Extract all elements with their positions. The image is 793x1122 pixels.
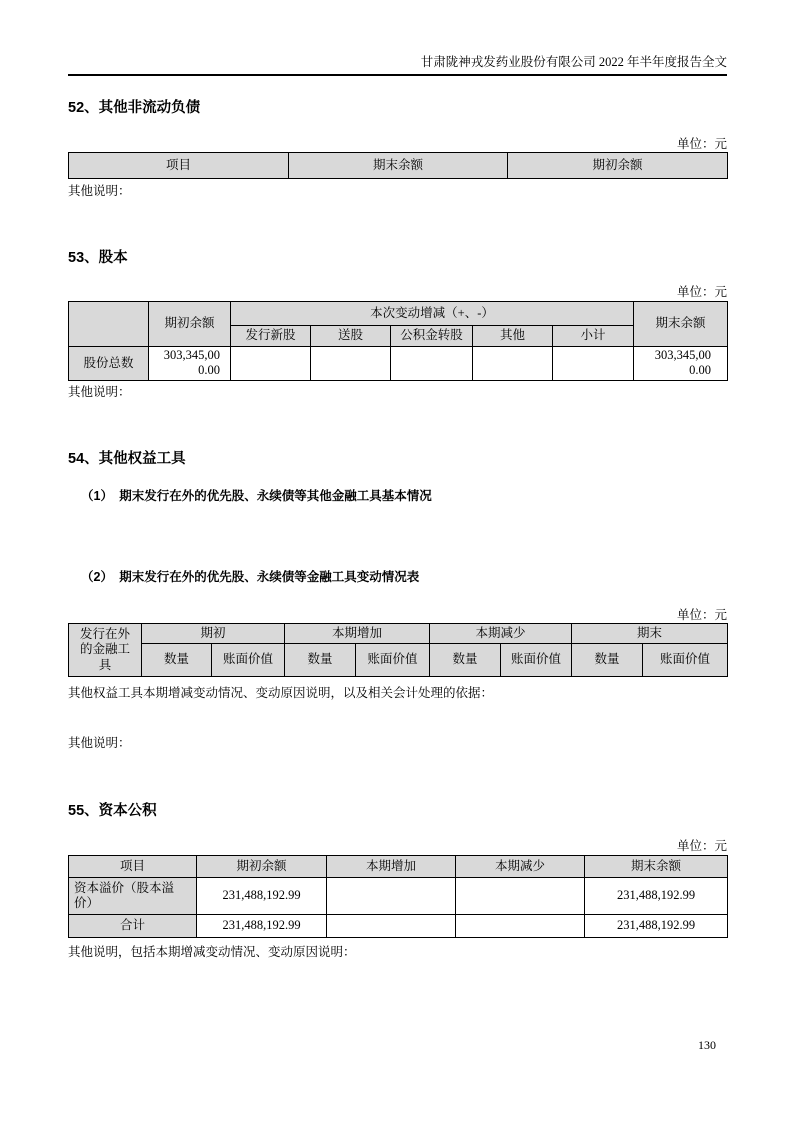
unit-label-54: 单位：元 bbox=[676, 608, 727, 622]
page-number: 130 bbox=[698, 1038, 716, 1052]
unit-label-55: 单位：元 bbox=[676, 839, 727, 853]
group-header-change: 本次变动增减（+、-） bbox=[231, 302, 634, 326]
col-header-decrease: 本期减少 bbox=[456, 856, 585, 878]
table-row bbox=[69, 915, 728, 938]
col-header-carrying-value: 账面价值 bbox=[356, 644, 430, 677]
cell-beginning-value: 231,488,192.99 bbox=[197, 915, 327, 938]
col-header-quantity: 数量 bbox=[285, 644, 356, 677]
row-label-total-shares: 股份总数 bbox=[69, 347, 149, 381]
col-header-new-shares: 发行新股 bbox=[231, 326, 311, 347]
empty-cell bbox=[456, 878, 585, 915]
section-54-sub2: （2） 期末发行在外的优先股、永续债等金融工具变动情况表 bbox=[81, 570, 420, 584]
table-row bbox=[69, 624, 728, 644]
col-header-quantity: 数量 bbox=[142, 644, 212, 677]
cell-beginning-value: 231,488,192.99 bbox=[197, 878, 327, 915]
empty-cell bbox=[553, 347, 634, 381]
col-header-carrying-value: 账面价值 bbox=[501, 644, 572, 677]
col-header-beginning-balance: 期初余额 bbox=[197, 856, 327, 878]
page-header bbox=[68, 52, 727, 76]
section-52-title: 52、其他非流动负债 bbox=[68, 100, 201, 116]
capital-premium-label: 资本溢价（股本溢价） bbox=[74, 880, 175, 910]
ending-value: 303,345,000.00 bbox=[654, 348, 712, 378]
note-54: 其他说明： bbox=[68, 736, 131, 750]
row-label-total: 合计 bbox=[69, 915, 197, 938]
note-55: 其他说明，包括本期增减变动情况、变动原因说明： bbox=[68, 945, 356, 959]
empty-cell bbox=[327, 878, 456, 915]
col-header-ending-balance: 期末余额 bbox=[634, 302, 728, 347]
cell-ending-value bbox=[634, 347, 728, 381]
unit-label-53: 单位：元 bbox=[676, 285, 727, 299]
row-label-capital-premium bbox=[69, 878, 197, 915]
note-53: 其他说明： bbox=[68, 385, 131, 399]
cell-ending-value: 231,488,192.99 bbox=[585, 915, 728, 938]
col-header-other: 其他 bbox=[473, 326, 553, 347]
col-header-reserve-conversion: 公积金转股 bbox=[391, 326, 473, 347]
table-row bbox=[69, 153, 728, 179]
col-header-carrying-value: 账面价值 bbox=[643, 644, 728, 677]
group-header-beginning: 期初 bbox=[142, 624, 285, 644]
outstanding-instruments-label: 发行在外的金融工具 bbox=[80, 627, 131, 672]
empty-cell bbox=[456, 915, 585, 938]
table-row bbox=[69, 347, 728, 381]
table-row bbox=[69, 644, 728, 677]
document-title: 甘肃陇神戎发药业股份有限公司 2022 年半年度报告全文 bbox=[420, 55, 727, 69]
group-header-ending: 期末 bbox=[572, 624, 728, 644]
empty-cell bbox=[327, 915, 456, 938]
cell-beginning-value bbox=[149, 347, 231, 381]
table-row bbox=[69, 302, 728, 326]
group-header-decrease: 本期减少 bbox=[430, 624, 572, 644]
paragraph-54-change-basis: 其他权益工具本期增减变动情况、变动原因说明，以及相关会计处理的依据： bbox=[68, 686, 494, 700]
col-header-item: 项目 bbox=[69, 856, 197, 878]
col-header-beginning-balance: 期初余额 bbox=[508, 153, 728, 179]
col-header-ending-balance: 期末余额 bbox=[289, 153, 508, 179]
col-header-ending-balance: 期末余额 bbox=[585, 856, 728, 878]
col-header-increase: 本期增加 bbox=[327, 856, 456, 878]
empty-cell bbox=[231, 347, 311, 381]
col-header-quantity: 数量 bbox=[572, 644, 643, 677]
col-header-carrying-value: 账面价值 bbox=[212, 644, 285, 677]
section-55-title: 55、资本公积 bbox=[68, 803, 157, 819]
col-header-bonus-shares: 送股 bbox=[311, 326, 391, 347]
table-share-capital bbox=[68, 301, 728, 381]
unit-label-52: 单位：元 bbox=[676, 137, 727, 151]
section-53-title: 53、股本 bbox=[68, 250, 128, 266]
note-52: 其他说明： bbox=[68, 184, 131, 198]
col-header-beginning-balance: 期初余额 bbox=[149, 302, 231, 347]
empty-cell bbox=[391, 347, 473, 381]
table-row bbox=[69, 878, 728, 915]
section-54-title: 54、其他权益工具 bbox=[68, 451, 186, 467]
col-header-outstanding-instruments bbox=[69, 624, 142, 677]
col-header-subtotal: 小计 bbox=[553, 326, 634, 347]
empty-cell bbox=[311, 347, 391, 381]
table-capital-reserve bbox=[68, 855, 728, 938]
empty-corner-cell bbox=[69, 302, 149, 347]
cell-ending-value: 231,488,192.99 bbox=[585, 878, 728, 915]
table-other-noncurrent-liabilities bbox=[68, 152, 728, 179]
empty-cell bbox=[473, 347, 553, 381]
section-54-sub1: （1） 期末发行在外的优先股、永续债等其他金融工具基本情况 bbox=[81, 489, 432, 503]
group-header-increase: 本期增加 bbox=[285, 624, 430, 644]
col-header-quantity: 数量 bbox=[430, 644, 501, 677]
table-row bbox=[69, 856, 728, 878]
col-header-item: 项目 bbox=[69, 153, 289, 179]
beginning-value: 303,345,000.00 bbox=[163, 348, 220, 378]
table-other-equity-instruments bbox=[68, 623, 728, 677]
